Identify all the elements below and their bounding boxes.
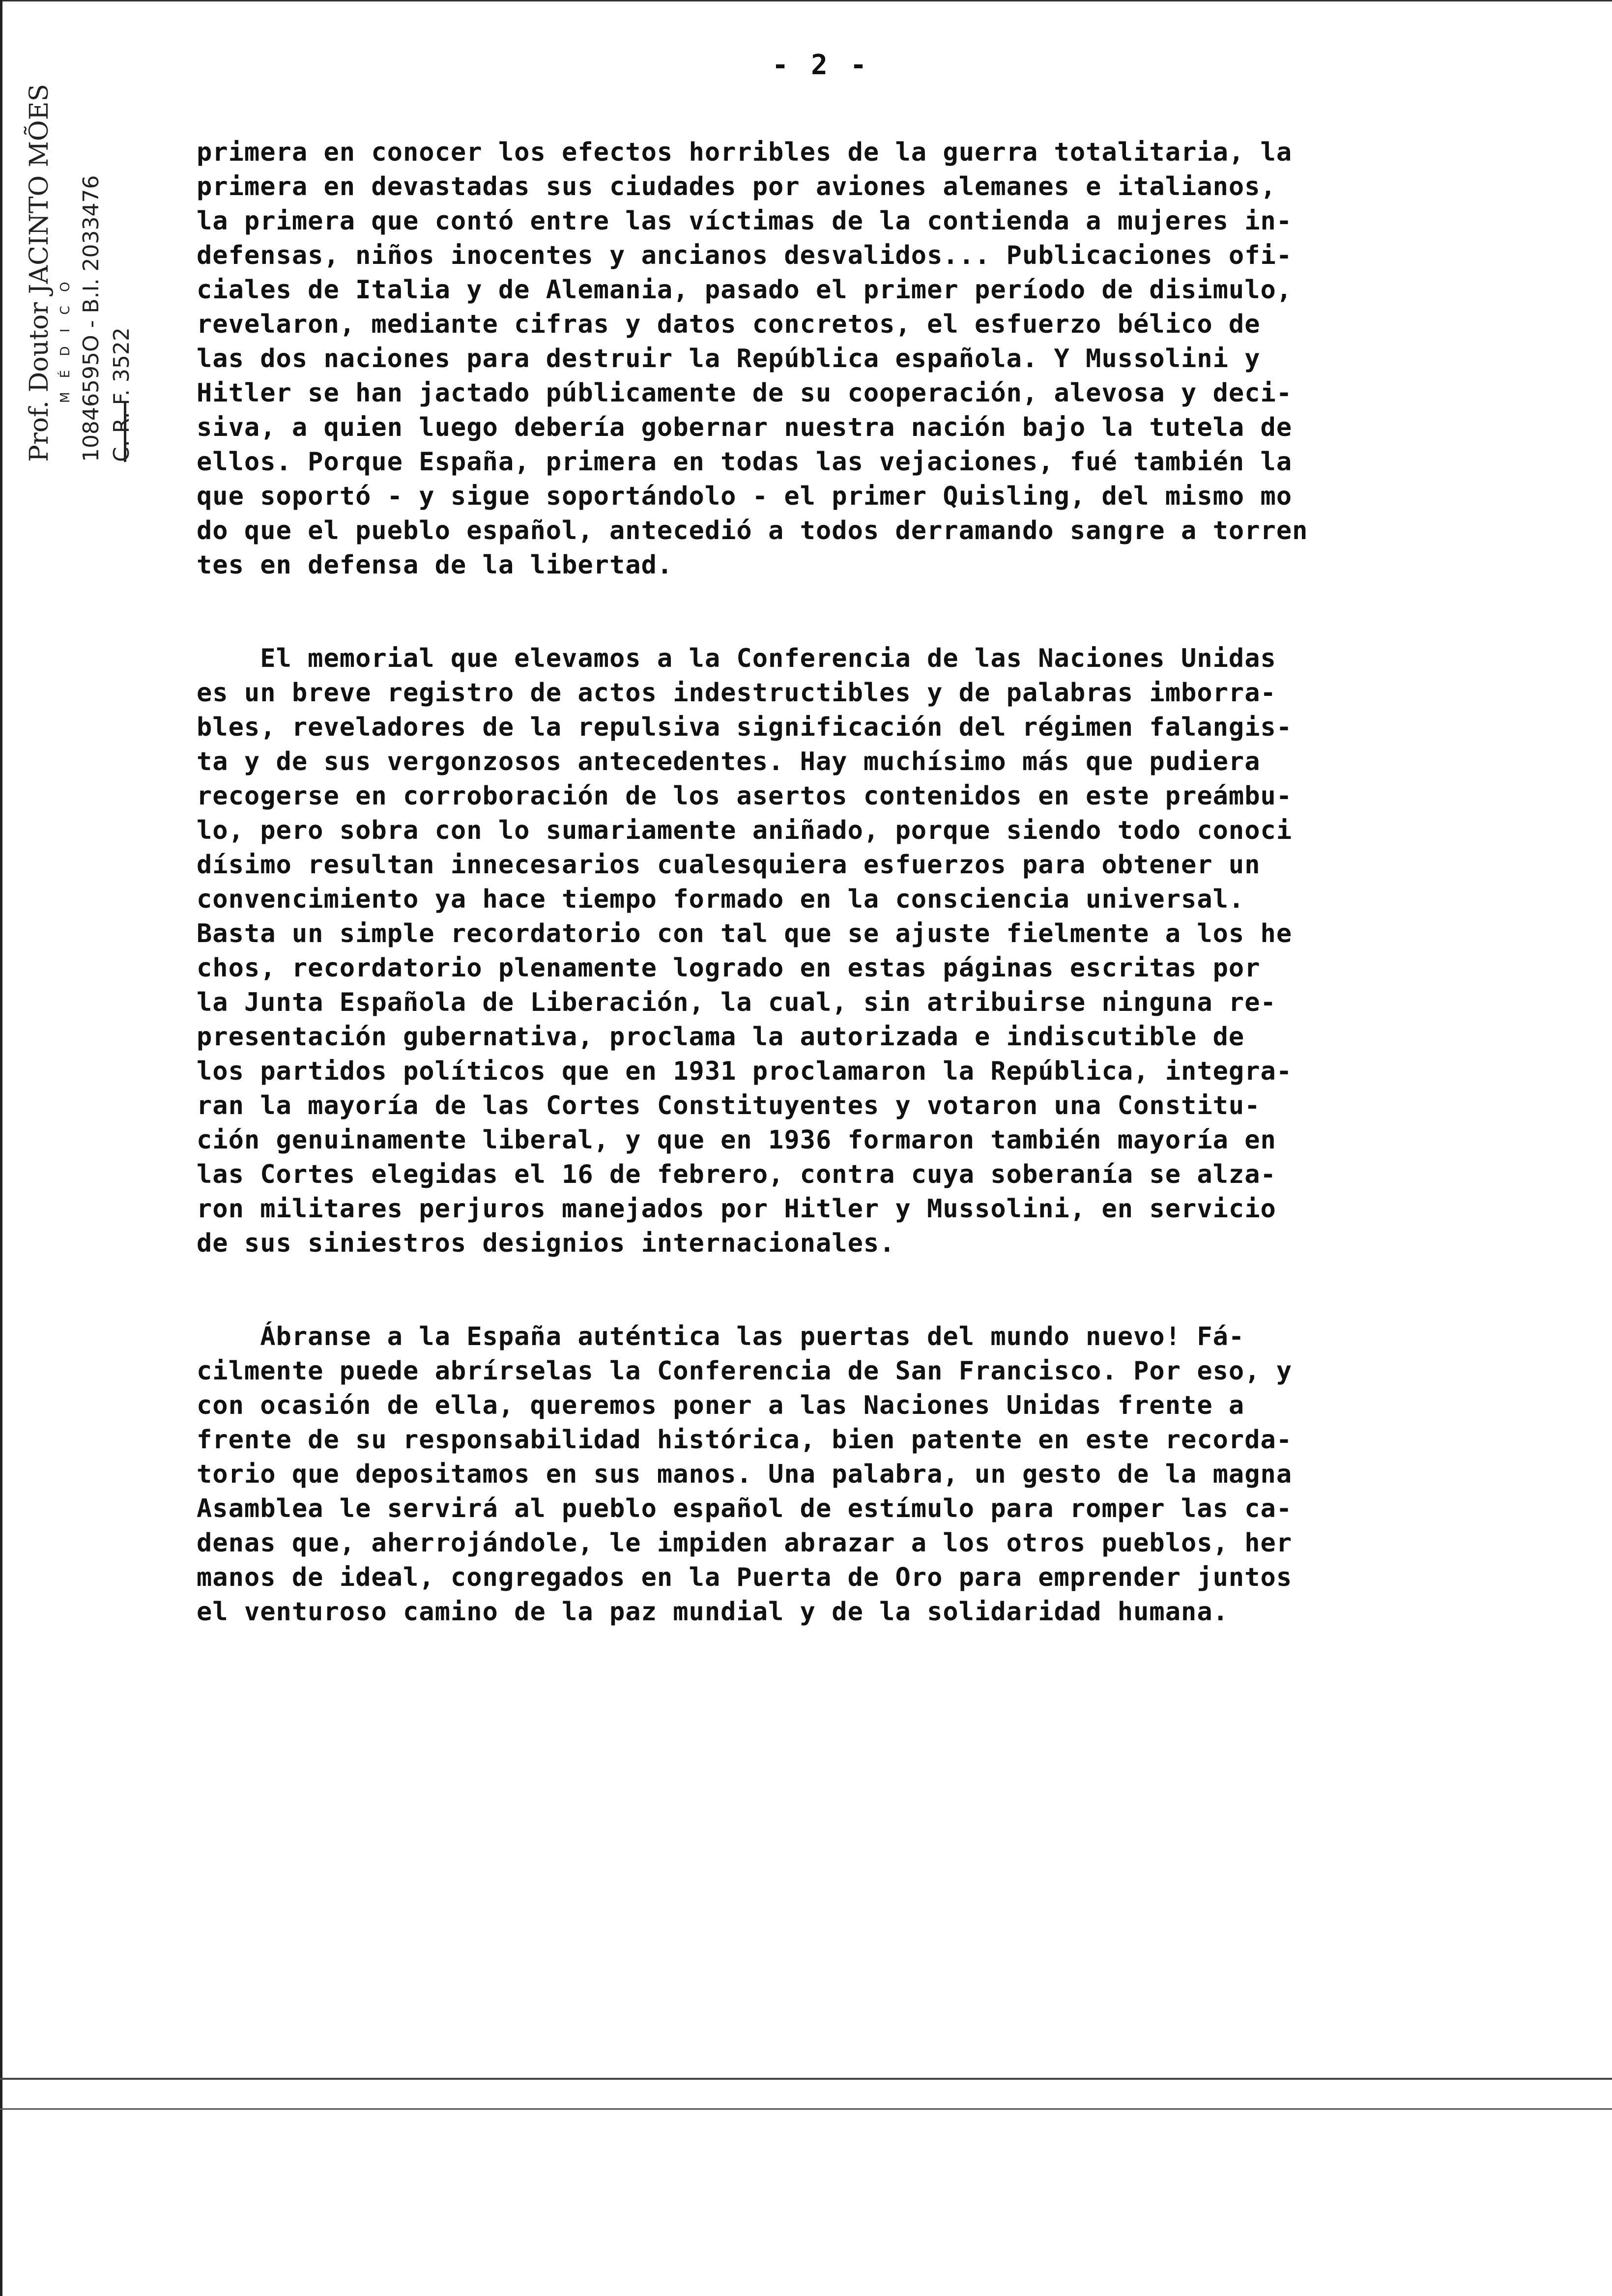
text-line: siva, a quien luego debería gobernar nuestra nación bajo la tutela de [197,413,1293,442]
text-line: Basta un simple recordatorio con tal que se ajuste fielmente a los he [197,919,1293,948]
page-left-border [0,0,2,2296]
text-line: do que el pueblo español, antecedió a todos derramando sangre a torren [197,516,1308,545]
text-line: ron militares perjuros manejados por Hitler y Mussolini, en servicio [197,1194,1276,1224]
text-line: revelaron, mediante cifras y datos concretos, el esfuerzo bélico de [197,310,1261,339]
text-line: las Cortes elegidas el 16 de febrero, contra cuya soberanía se alza- [197,1160,1276,1189]
page-bottom-border-secondary [0,2108,1612,2110]
text-line: con ocasión de ella, queremos poner a las Naciones Unidas frente a [197,1391,1245,1420]
text-line: que soportó - y sigue soportándolo - el primer Quisling, del mismo mo [197,482,1293,511]
page-number: - 2 - [772,49,870,81]
text-line: convencimiento ya hace tiempo formado en la consciencia universal. [197,885,1245,914]
stamp-id-numbers: 10846595O - B.I. 2033476 [79,175,104,462]
text-line: las dos naciones para destruir la República española. Y Mussolini y [197,344,1261,373]
paragraph-1 [197,135,1573,582]
text-line: cilmente puede abrírselas la Conferencia de San Francisco. Por eso, y [197,1356,1293,1386]
text-line: ciales de Italia y de Alemania, pasado el primer período de disimulo, [197,275,1293,305]
paragraph-3 [197,1320,1573,1629]
text-line: primera en conocer los efectos horribles de la guerra totalitaria, la [197,138,1293,167]
stamp-registration: C. R. F. 3522 [109,327,134,462]
text-line: El memorial que elevamos a la Conferencia de las Naciones Unidas [197,644,1276,673]
text-line: ellos. Porque España, primera en todas las vejaciones, fué también la [197,447,1293,477]
text-line: torio que depositamos en sus manos. Una palabra, un gesto de la magna [197,1460,1293,1489]
text-line: presentación gubernativa, proclama la autorizada e indiscutible de [197,1022,1245,1052]
text-line: primera en devastadas sus ciudades por aviones alemanes e italianos, [197,172,1276,201]
text-line: Hitler se han jactado públicamente de su cooperación, alevosa y deci- [197,378,1293,408]
text-line: ta y de sus vergonzosos antecedentes. Hay muchísimo más que pudiera [197,747,1261,776]
text-line: chos, recordatorio plenamente logrado en estas páginas escritas por [197,953,1261,983]
text-line: tes en defensa de la libertad. [197,550,673,580]
paragraph-2 [197,641,1573,1261]
text-line: los partidos políticos que en 1931 proclamaron la República, integra- [197,1057,1293,1086]
text-line: ran la mayoría de las Cortes Constituyentes y votaron una Constitu- [197,1091,1261,1120]
text-line: bles, reveladores de la repulsiva significación del régimen falangis- [197,713,1293,742]
text-line: lo, pero sobra con lo sumariamente aniñado, porque siendo todo conoci [197,816,1293,845]
text-line: frente de su responsabilidad histórica, bien patente en este recorda- [197,1425,1293,1455]
text-line: el venturoso camino de la paz mundial y de la solidaridad humana. [197,1597,1229,1627]
notary-stamp [20,84,157,462]
stamp-title: M É D I C O [58,277,73,403]
text-line: denas que, aherrojándole, le impiden abrazar a los otros pueblos, her [197,1528,1293,1558]
text-line: Ábranse a la España auténtica las puertas del mundo nuevo! Fá- [197,1322,1245,1351]
text-line: recogerse en corroboración de los asertos contenidos en este preámbu- [197,781,1293,811]
document-body [197,135,1573,1688]
text-line: la Junta Española de Liberación, la cual, sin atribuirse ninguna re- [197,988,1276,1017]
text-line: de sus siniestros designios internacionales. [197,1229,895,1258]
stamp-rotated-text [20,84,157,462]
text-line: es un breve registro de actos indestructibles y de palabras imborra- [197,678,1276,708]
text-line: Asamblea le servirá al pueblo español de estímulo para romper las ca- [197,1494,1293,1523]
text-line: manos de ideal, congregados en la Puerta de Oro para emprender juntos [197,1563,1293,1592]
page-top-border [0,0,1612,1]
stamp-doctor-name: Prof. Doutor JACINTO MÕES [25,84,54,462]
text-line: ción genuinamente liberal, y que en 1936 formaron también mayoría en [197,1125,1276,1155]
text-line: defensas, niños inocentes y ancianos desvalidos... Publicaciones ofi- [197,241,1293,270]
text-line: dísimo resultan innecesarios cualesquiera esfuerzos para obtener un [197,850,1261,880]
page-bottom-border [0,2078,1612,2080]
text-line: la primera que contó entre las víctimas de la contienda a mujeres in- [197,206,1293,236]
